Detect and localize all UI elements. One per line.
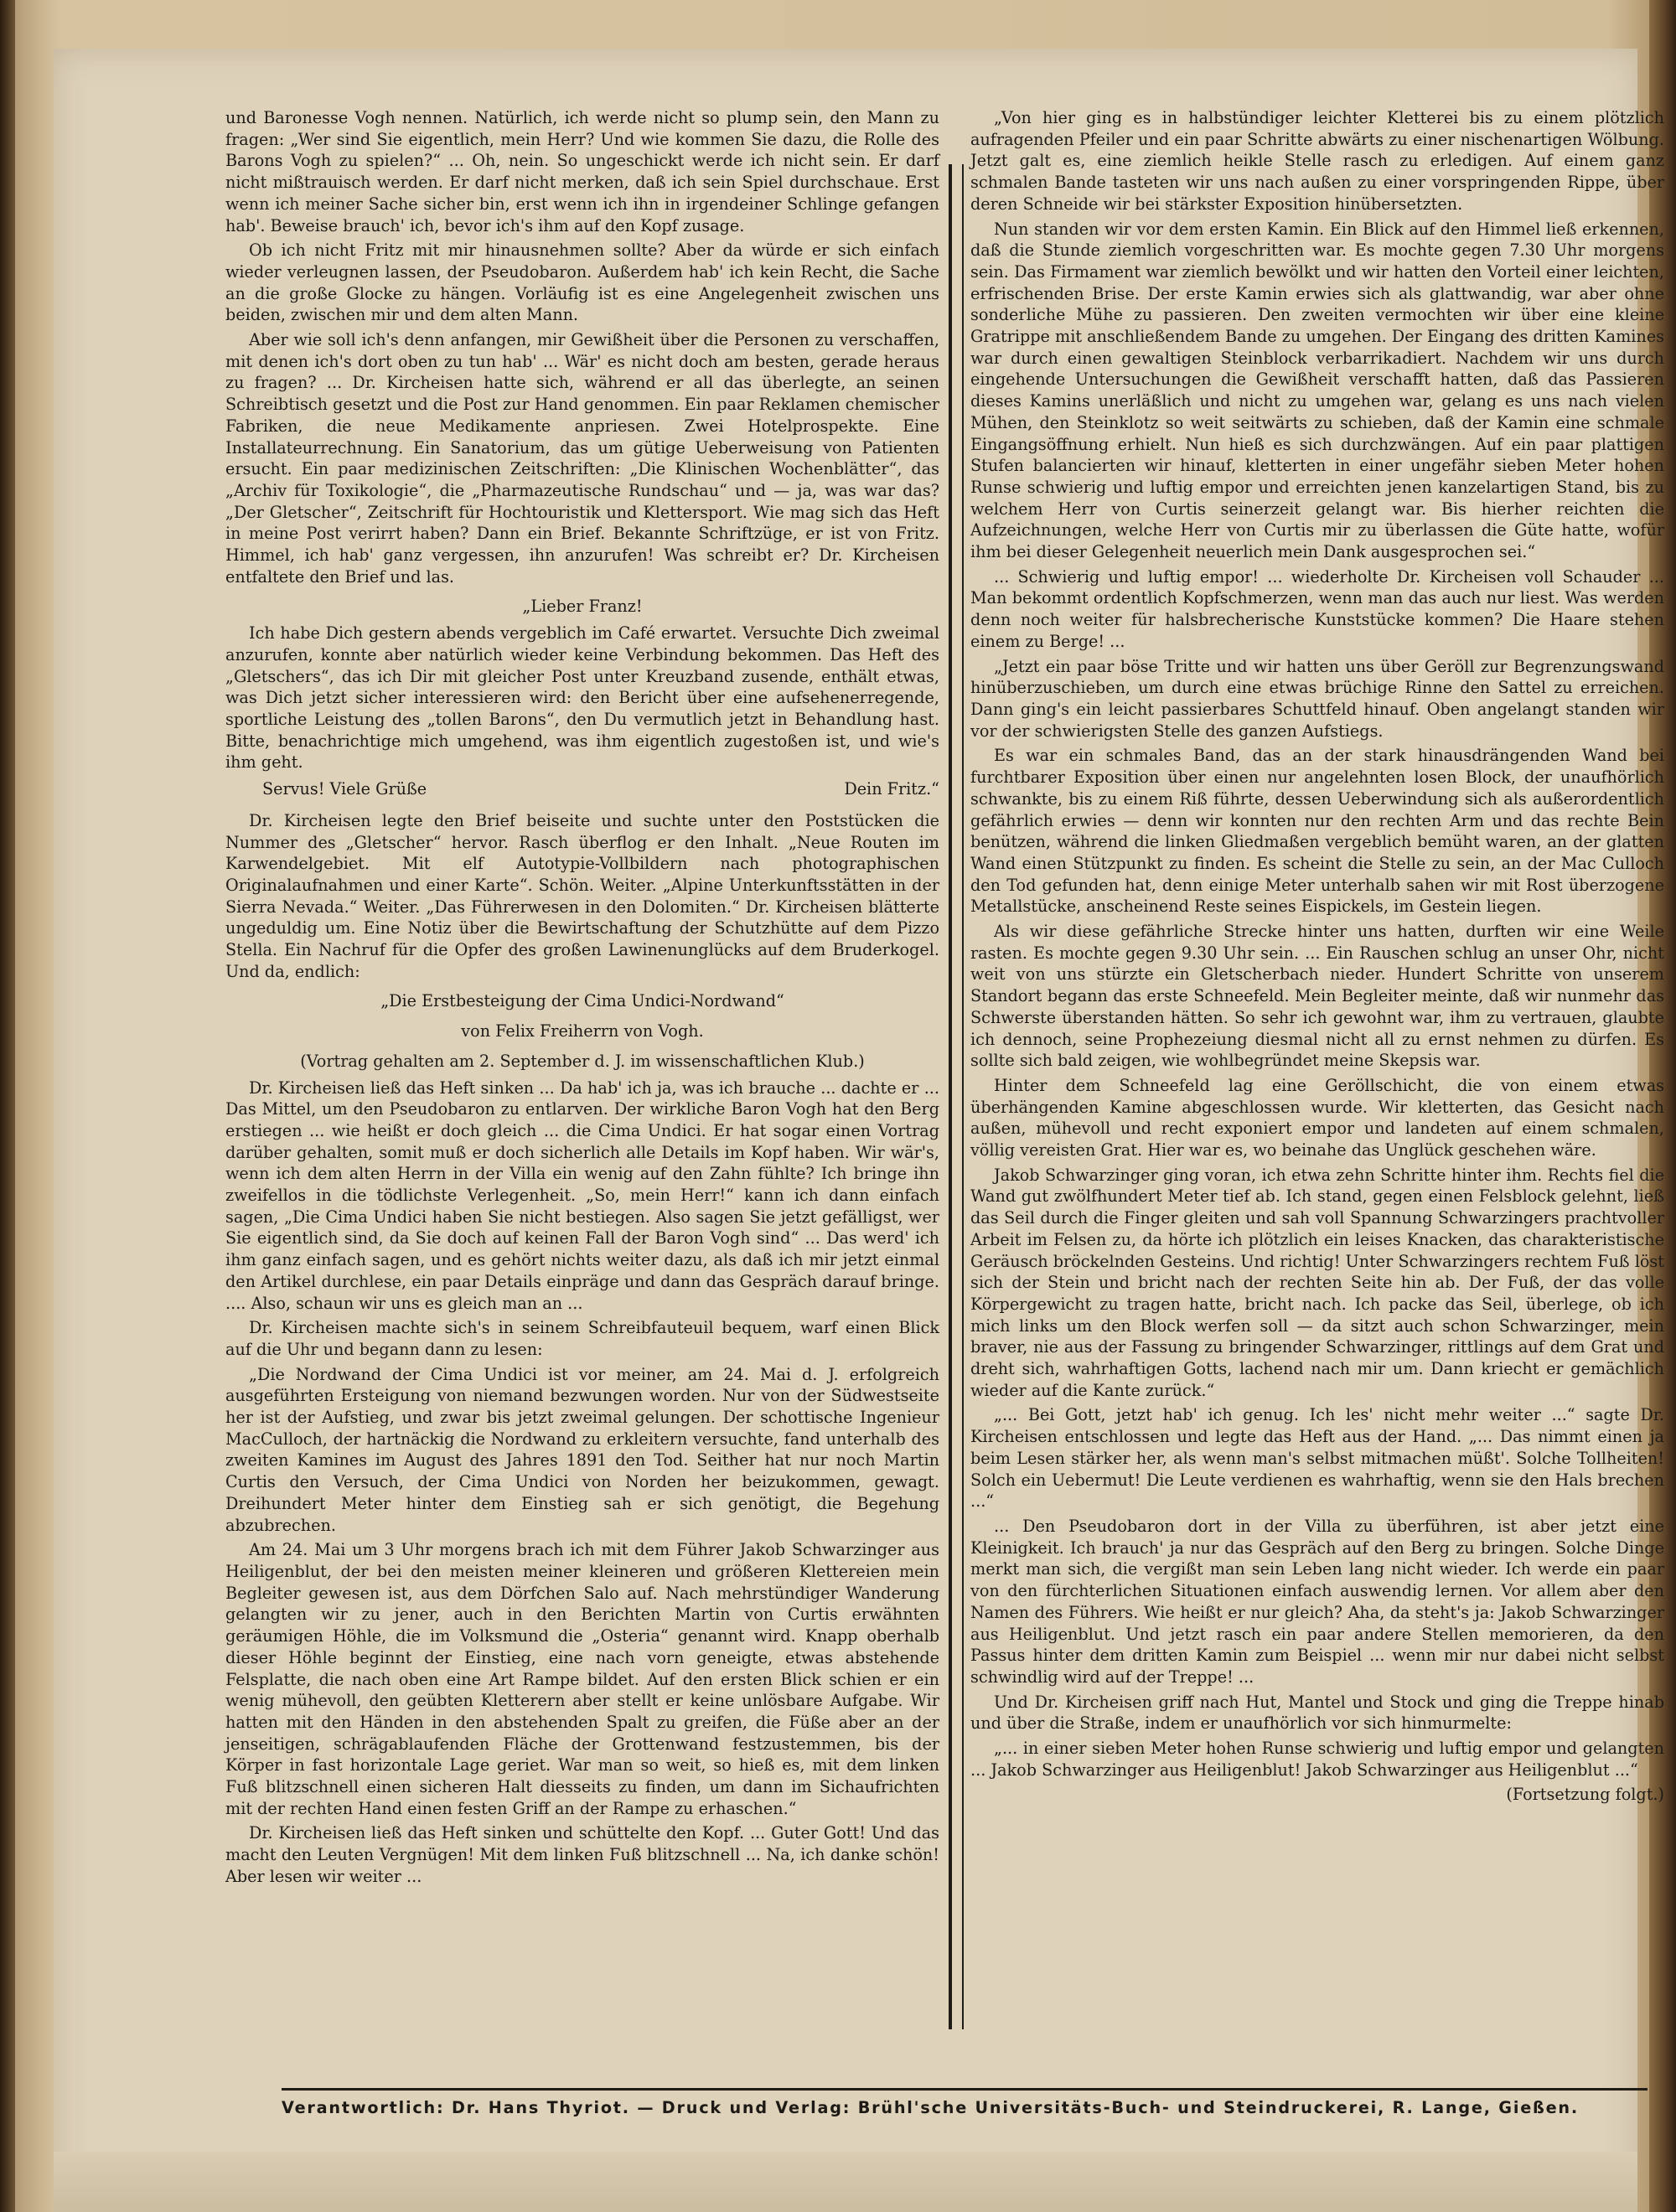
paragraph: ... Den Pseudobaron dort in der Villa zu überführen, ist aber jetzt eine Kleinigkeit. Ich brauch' ja nur das Gespräch auf den Berg zu bringen. Solche Dinge merkt man sich, die vergißt man sein Leben lang nicht wieder. Ich werde ein paar von den fürchterlichen Situationen einfach auswendig lernen. Vor allem aber den Namen des Führers. Wie heißt er nur gleich? Aha, da steht's ja: Jakob Schwarzinger aus Heiligenblut. Und jetzt rasch ein paar andere Stellen memorieren, da den Passus hinter dem dritten Kamin zum Beispiel ... wenn mir nur dabei nicht selbst schwindlig wird auf der Treppe! ... xyxy=(970,1517,1664,1687)
quoted-paragraph: „Jetzt ein paar böse Tritte und wir hatten uns über Geröll zur Begrenzungswand hinüberzuschieben, um durch eine etwas brüchige Rinne den Sattel zu erreichen. Dann ging's ein leicht passierbares Schuttfeld hinauf. Oben angelangt standen wir vor der schwierigsten Stelle des ganzen Aufstiegs. xyxy=(970,656,1664,741)
right-column xyxy=(970,107,1664,1809)
paragraph: Dr. Kircheisen ließ das Heft sinken und schüttelte den Kopf. ... Guter Gott! Und das macht den Leuten Vergnügen! Mit dem linken Fuß blitzschnell ... Na, ich danke schön! Aber lesen wir weiter ... xyxy=(225,1823,939,1886)
paragraph: Dr. Kircheisen ließ das Heft sinken ... Da hab' ich ja, was ich brauche ... dachte er ... Das Mittel, um den Pseudobaron zu entlarven. Der wirkliche Baron Vogh hat den Berg erstiegen ... wie heißt er doch gleich ... die Cima Undici. Er hat sogar einen Vortrag darüber gehalten, somit muß er doch sicherlich alle Details im Kopf haben. Wir wär's, wenn ich dem alten Herrn in der Villa ein wenig auf den Zahn fühlte? Ich bringe ihn zweifellos in die tödlichste Verlegenheit. „So, mein Herr!“ kann ich dann einfach sagen, „Die Cima Undici haben Sie nicht bestiegen. Also sagen Sie jetzt gefälligst, wer Sie eigentlich sind, da Sie doch auf keinen Fall der Baron Vogh sind“ ... Das werd' ich ihm ganz einfach sagen, und es gehört nichts weiter dazu, als daß ich mir jetzt einmal den Artikel durchlese, ein paar Details einpräge und dann das Gespräch darauf bringe. .... Also, schaun wir uns es gleich man an ... xyxy=(225,1078,939,1313)
article-note: (Vortrag gehalten am 2. September d. J. im wissenschaftlichen Klub.) xyxy=(300,1051,865,1071)
paragraph: Und Dr. Kircheisen griff nach Hut, Mantel und Stock und ging die Treppe hinab und über die Straße, indem er unaufhörlich vor sich hinmurmelte: xyxy=(970,1692,1664,1734)
paragraph: Dr. Kircheisen machte sich's in seinem Schreibfauteuil bequem, warf einen Blick auf die Uhr und begann dann zu lesen: xyxy=(225,1318,939,1359)
paragraph: Dr. Kircheisen legte den Brief beiseite und suchte unter den Poststücken die Nummer des „Gletscher“ hervor. Rasch überflog er den Inhalt. „Neue Routen im Karwendelgebiet. Mit elf Autotypie-Vollbildern nach photographischen Originalaufnahmen und einer Karte“. Schön. Weiter. „Alpine Unterkunftsstätten in der Sierra Nevada.“ Weiter. „Das Führerwesen in den Dolomiten.“ Dr. Kircheisen blätterte ungeduldig um. Eine Notiz über die Bewirtschaftung der Schutzhütte auf dem Pizzo Stella. Ein Nachruf für die Opfer des großen Lawinenunglücks auf dem Bruderkogel. Und da, endlich: xyxy=(225,810,939,981)
paragraph: ... Schwierig und luftig empor! ... wiederholte Dr. Kircheisen voll Schauder ... Man bekommt ordentlich Kopfschmerzen, wenn man das auch nur liest. Was werden denn noch weiter für halsbrecherische Kunststücke kommen? Die Haare stehen einem zu Berge! ... xyxy=(970,566,1664,651)
article-author: von Felix Freiherrn von Vogh. xyxy=(461,1021,704,1041)
quoted-paragraph: Als wir diese gefährliche Strecke hinter uns hatten, durften wir eine Weile rasten. Es mochte gegen 9.30 Uhr sein. ... Ein Rauschen schlug an unser Ohr, nicht weit von uns stürzte ein Gletscherbach nieder. Hundert Schritte von unserem Standort begann das erste Schneefeld. Mein Begleiter meinte, daß wir nunmehr das Schwerste überstanden hätten. So sehr ich gewohnt war, ihm zu vertrauen, glaubte ich dennoch, seine Prophezeiung diesmal nicht all zu ernst nehmen zu dürfen. Es sollte sich bald zeigen, wie wohlbegründet meine Skepsis war. xyxy=(970,922,1664,1071)
quoted-paragraph: „... in einer sieben Meter hohen Runse schwierig und luftig empor und gelangten ... Jakob Schwarzinger aus Heiligenblut! Jakob Schwarzinger aus Heiligenblut ...“ xyxy=(970,1739,1664,1780)
quoted-paragraph: „Von hier ging es in halbstündiger leichter Kletterei bis zu einem plötzlich aufragenden Pfeiler und ein paar Schritte abwärts zu einer nischenartigen Wölbung. Jetzt galt es, eine ziemlich heikle Stelle rasch zu erledigen. Auf einem ganz schmalen Bande tasteten wir uns nach außen zu einer vorspringenden Rippe, über deren Schneide wir bei stärkster Exposition hinübersetzten. xyxy=(970,108,1664,214)
book-binding-left xyxy=(0,0,15,2212)
paragraph: „... Bei Gott, jetzt hab' ich genug. Ich les' nicht mehr weiter ...“ sagte Dr. Kircheisen entschlossen und legte das Heft aus der Hand. „... Das nimmt einen ja beim Lesen stärker her, als wenn man's selbst mitmachen müßt'. Solche Tollheiten! Solch ein Uebermut! Die Leute verdienen es wahrhaftig, wenn sie den Hals brechen ...“ xyxy=(970,1405,1664,1512)
quoted-paragraph: Am 24. Mai um 3 Uhr morgens brach ich mit dem Führer Jakob Schwarzinger aus Heiligenblut, der bei den meisten meiner kleineren und größeren Klettereien mein Begleiter gewesen ist, aus dem Dörfchen Salo auf. Nach mehrstündiger Wanderung gelangten wir zu jener, auch in den Berichten Martin von Curtis erwähnten geräumigen Höhle, die im Volksmund die „Osteria“ genannt wird. Knapp oberhalb dieser Höhle beginnt der Einstieg, eine nach vorn geneigte, etwas abstehende Felsplatte, die nach oben eine Art Rampe bildet. Auf den ersten Blick schien er ein wenig mühevoll, den geübten Kletterern aber stellt er keine unlösbare Aufgabe. Wir hatten mit den Händen in den abstehenden Spalt zu greifen, die Füße aber an der jenseitigen, schrägablaufenden Fläche der Grottenwand festzustemmen, bis der Körper in fast horizontale Lage geriet. War man so weit, so hieß es, mit dem linken Fuß blitzschnell einen sicheren Halt diesseits zu finden, um dann im Sichaufrichten mit der rechten Hand einen festen Griff an der Rampe zu erhaschen.“ xyxy=(225,1540,939,1818)
page-bottom-margin xyxy=(54,2152,1637,2212)
quoted-paragraph: Es war ein schmales Band, das an der stark hinausdrängenden Wand bei furchtbarer Exposition über einen nur angelehnten losen Block, der unaufhörlich schwankte, bis zu einem Riß führte, dessen Ueberwindung sich als außerordentlich gefährlich erwies — denn wir konnten nur den rechten Arm und das rechte Bein benützen, während die linken Gliedmaßen vergeblich bemüht waren, an der glatten Wand einen Stützpunkt zu finden. Es scheint die Stelle zu sein, an der Mac Culloch den Tod gefunden hat, denn einige Meter unterhalb sahen wir mit Rost überzogene Metallstücke, anscheinend Reste seines Eispickels, im Gestein liegen. xyxy=(970,746,1664,917)
paragraph: Ob ich nicht Fritz mit mir hinausnehmen sollte? Aber da würde er sich einfach wieder verleugnen lassen, der Pseudobaron. Außerdem hab' ich kein Recht, die Sache an die große Glocke zu hängen. Vorläufig ist es eine Angelegenheit zwischen uns beiden, zwischen mir und dem alten Mann. xyxy=(225,240,939,325)
quoted-paragraph: „Die Nordwand der Cima Undici ist vor meiner, am 24. Mai d. J. erfolgreich ausgeführten Ersteigung von niemand bezwungen worden. Nur von der Südwestseite her ist der Aufstieg, und zwar bis jetzt zweimal gelungen. Der schottische Ingenieur MacCulloch, der hartnäckig die Nordwand zu erkleitern versuchte, fand unterhalb des zweiten Kamines im August des Jahres 1891 den Tod. Seither hat nur noch Martin Curtis den Versuch, der Cima Undici von Norden her beizukommen, gewagt. Dreihundert Meter hinter dem Einstieg sah er sich genötigt, die Begehung abzubrechen. xyxy=(225,1364,939,1535)
letter-salutation: „Lieber Franz! xyxy=(522,597,643,617)
imprint-line: Verantwortlich: Dr. Hans Thyriot. — Druck und Verlag: Brühl'sche Universitäts-Buch- und Steindruckerei, R. Lange, Gießen. xyxy=(282,2098,1579,2117)
letter-body: Ich habe Dich gestern abends vergeblich im Café erwartet. Versuchte Dich zweimal anzurufen, konnte aber natürlich wieder keine Verbindung bekommen. Das Heft des „Gletschers“, das ich Dir mit gleicher Post unter Kreuzband zusende, enthält etwas, was Dich jetzt sicher interessieren wird: den Bericht über eine aufsehenerregende, sportliche Leistung des „tollen Barons“, den Du vermutlich jetzt in Behandlung hast. Bitte, benachrichtige mich umgehend, was ihm eigentlich zugestoßen ist, und wie's ihm geht. xyxy=(225,623,939,773)
article-title: „Die Erstbesteigung der Cima Undici-Nordwand“ xyxy=(380,991,784,1011)
paragraph: Aber wie soll ich's denn anfangen, mir Gewißheit über die Personen zu verschaffen, mit denen ich's dort oben zu tun hab' ... Wär' es nicht doch am besten, gerade heraus zu fragen? ... Dr. Kircheisen hatte sich, während er all das überlegte, an seinen Schreibtisch gesetzt und die Post zur Hand genommen. Ein paar Reklamen chemischer Fabriken, die neue Medikamente anpriesen. Zwei Hotelprospekte. Eine Installateurrechnung. Ein Sanatorium, das um gütige Ueberweisung von Patienten ersucht. Ein paar medizinischen Zeitschriften: „Die Klinischen Wochenblätter“, das „Archiv für Toxikologie“, die „Pharmazeutische Rundschau“ und — ja, was war das? „Der Gletscher“, Zeitschrift für Hochtouristik und Klettersport. Wie mag sich das Heft in meine Post verirrt haben? Dann ein Brief. Bekannte Schriftzüge, er ist von Fritz. Himmel, ich hab' ganz vergessen, ihn anzurufen! Was schreibt er? Dr. Kircheisen entfaltete den Brief und las. xyxy=(225,330,939,587)
letter-greeting: Servus! Viele Grüße xyxy=(262,779,427,799)
newspaper-page xyxy=(54,49,1664,2212)
quoted-paragraph: Nun standen wir vor dem ersten Kamin. Ein Blick auf den Himmel ließ erkennen, daß die Stunde ziemlich vorgeschritten war. Es mochte gegen 7.30 Uhr morgens sein. Das Firmament war ziemlich bewölkt und wir hatten den Vorteil einer leichten, erfrischenden Brise. Der erste Kamin erwies sich als glattwandig, war aber ohne sonderliche Mühe zu passieren. Den zweiten vermochten wir über eine kleine Gratrippe mit anschließendem Bande zu umgehen. Der Eingang des dritten Kamines war durch einen gewaltigen Steinblock verbarrikadiert. Nachdem wir uns durch eingehende Untersuchungen die Gewißheit verschafft hatten, daß das Passieren dieses Kamins unerläßlich und nicht zu umgehen war, gelang es uns nach vielen Mühen, den Steinklotz so weit seitwärts zu schieben, daß der Kamin eine schmale Eingangsöffnung erhielt. Nun hieß es sich durchzwängen. Auf ein paar plattigen Stufen balancierten wir hinauf, kletterten in einer ungefähr sieben Meter hohen Runse schwierig und luftig empor und erreichten jenen kanzelartigen Stand, bis zu welchem Herr von Curtis seinerzeit gelangt war. Bis hierher reichten die Aufzeichnungen, welche Herr von Curtis mir zu überlassen die Güte hatte, wofür ihm bei dieser Gelegenheit neuerlich mein Dank ausgesprochen sei.“ xyxy=(970,219,1664,562)
quoted-paragraph: Jakob Schwarzinger ging voran, ich etwa zehn Schritte hinter ihm. Rechts fiel die Wand gut zwölfhundert Meter tief ab. Ich stand, gegen einen Felsblock gelehnt, ließ das Seil durch die Finger gleiten und sah voll Spannung Schwarzingers prachtvoller Arbeit im Felsen zu, da hörte ich plötzlich ein leises Knacken, das charakteristische Geräusch bröckelnden Gesteins. Und richtig! Unter Schwarzingers rechtem Fuß löst sich der Stein und bricht nach der rechten Seite hin ab. Der Fuß, der das volle Körpergewicht zu tragen hatte, bricht nach. Ich packe das Seil, überlege, ob ich mich links um den Block werfen soll — da sitzt auch schon Schwarzinger, mein braver, nie aus der Fassung zu bringender Schwarzinger, rittlings auf dem Grat und dreht sich, wahrhaftigen Gotts, lachend nach mir um. Dann kriecht er gemächlich wieder auf die Kante zurück.“ xyxy=(970,1165,1664,1400)
column-divider-rule-thin xyxy=(962,164,964,2029)
quoted-paragraph: Hinter dem Schneefeld lag eine Geröllschicht, die von einem etwas überhängenden Kamine abgeschlossen wurde. Wir kletterten, das Gesicht nach außen, mühevoll und recht exponiert empor und landeten auf einem schmalen, völlig vereisten Grat. Hier war es, wo beinahe das Unglück geschehen wäre. xyxy=(970,1075,1664,1160)
letter-closing xyxy=(225,778,939,800)
left-column xyxy=(225,107,939,1891)
paragraph: und Baronesse Vogh nennen. Natürlich, ich werde nicht so plump sein, den Mann zu fragen: „Wer sind Sie eigentlich, mein Herr? Und wie kommen Sie dazu, die Rolle des Barons Vogh zu spielen?“ ... Oh, nein. So ungeschickt werde ich nicht sein. Er darf nicht mißtrauisch werden. Er darf nicht merken, daß ich sein Spiel durchschaue. Erst wenn ich meiner Sache sicher bin, erst wenn ich ihn in irgendeiner Schlinge gefangen hab'. Beweise brauch' ich, bevor ich's ihm auf den Kopf zusage. xyxy=(225,108,939,235)
footer-rule xyxy=(282,2088,1648,2091)
letter-signature: Dein Fritz.“ xyxy=(844,779,939,799)
to-be-continued: (Fortsetzung folgt.) xyxy=(1506,1785,1664,1805)
column-divider-rule xyxy=(949,164,952,2029)
